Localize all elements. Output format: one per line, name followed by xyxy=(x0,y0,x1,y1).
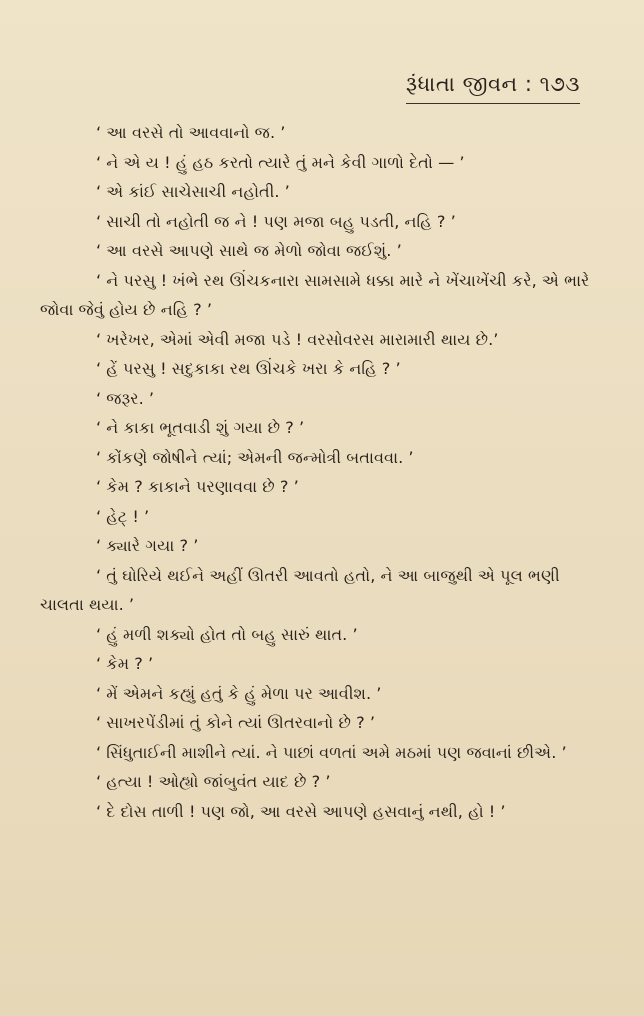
dialogue-line: ‘ આ વરસે આપણે સાથે જ મેળો જોવા જઈશું. ’ xyxy=(96,241,402,260)
dialogue-line: ‘ મેં એમને કહ્યું હતું કે હું મેળા પર આવીશ. ’ xyxy=(96,683,382,703)
dialogue-line: ‘ કોંકણે જોષીને ત્યાં; એમની જન્મોત્રી બતાવવા. ’ xyxy=(96,447,414,467)
dialogue-line: ‘ હું મળી શક્યો હોત તો બહુ સારું થાત. ’ xyxy=(96,624,358,644)
running-head: રૂંધાતા જીવન : ૧૭૩ xyxy=(406,72,580,104)
dialogue-line: ‘ તું ઘોરિયે થઈને અહીં ઊતરી આવતો હતો, ને આ બાજુથી એ પૂલ ભણી ચાલતા થયા. ’ xyxy=(40,565,560,614)
dialogue-line: ‘ ખરેખર, એમાં એવી મજા પડે ! વરસોવરસ મારામારી થાય છે.’ xyxy=(96,329,499,349)
dialogue-line: ‘ હેં પરસુ ! સદુકાકા રથ ઊંચકે ખરા કે નહિ ? ’ xyxy=(96,359,401,378)
dialogue-line: ‘ સાખરપેંડીમાં તું કોને ત્યાં ઊતરવાનો છે ? ’ xyxy=(96,713,375,732)
dialogue-line: ‘ સિંધુતાઈની માશીને ત્યાં. ને પાછાં વળતાં અમે મઠમાં પણ જવાનાં છીએ. ’ xyxy=(96,742,567,762)
dialogue-line: ‘ ને પરસુ ! ખંભે રથ ઊંચકનારા સામસામે ધક્કા મારે ને ખેંચાખેંચી કરે, એ ભારે જોવા જેવું હોય છે નહિ ? ’ xyxy=(40,270,590,319)
dialogue-line: ‘ દે દોસ તાળી ! પણ જો, આ વરસે આપણે હસવાનું નથી, હો ! ’ xyxy=(96,801,506,821)
dialogue-line: ‘ સાચી તો નહોતી જ ને ! પણ મજા બહુ પડતી, નહિ ? ’ xyxy=(96,211,456,231)
dialogue-line: ‘ કેમ ? ’ xyxy=(96,654,154,673)
dialogue-line: ‘ આ વરસે તો આવવાનો જ. ’ xyxy=(96,123,286,142)
dialogue-line: ‘ ને એ ય ! હું હઠ કરતો ત્યારે તું મને કેવી ગાળો દેતો — ’ xyxy=(96,152,465,172)
dialogue-line: ‘ કેમ ? કાકાને પરણાવવા છે ? ’ xyxy=(96,477,299,496)
dialogue-line: ‘ એ કાંઈ સાચેસાચી નહોતી. ’ xyxy=(96,182,290,201)
dialogue-line: ‘ ને કાકા ભૂતવાડી શું ગયા છે ? ’ xyxy=(96,418,305,437)
dialogue-line: ‘ હત્યા ! ઓહ્યો જાંબુવંત યાદ છે ? ’ xyxy=(96,772,331,791)
body-text xyxy=(40,118,608,826)
dialogue-line: ‘ ક્યારે ગયા ? ’ xyxy=(96,536,199,555)
dialogue-line: ‘ હેટ્ ! ’ xyxy=(96,506,150,526)
dialogue-line: ‘ જરૂર. ’ xyxy=(96,388,155,408)
